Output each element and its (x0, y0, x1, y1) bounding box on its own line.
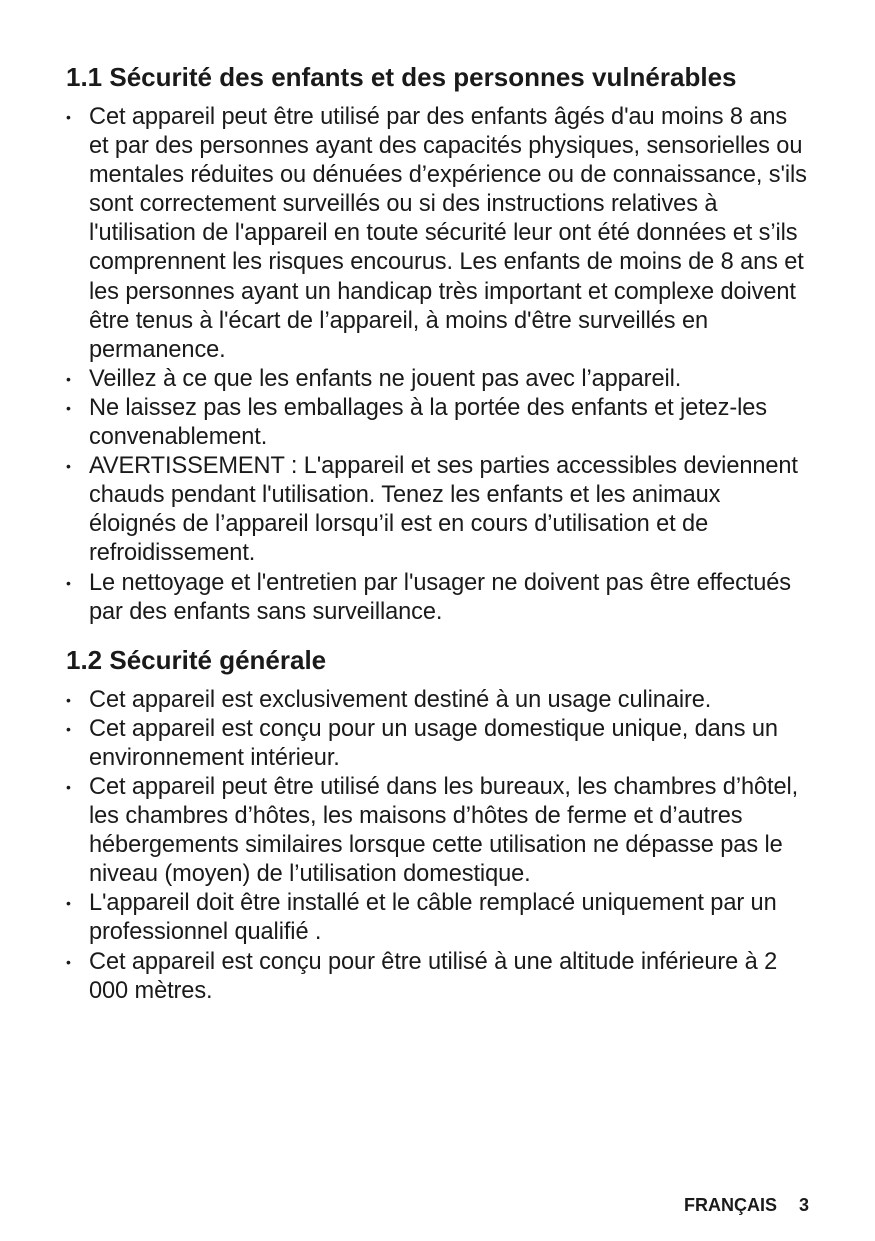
list-item-text: Cet appareil est conçu pour un usage domestique unique, dans un environnement intérieur. (89, 715, 778, 771)
list-item-text: Ne laissez pas les emballages à la portée des enfants et jetez-les convenablement. (89, 394, 767, 451)
list-item-text: Cet appareil peut être utilisé dans les bureaux, les chambres d’hôtel, les chambres d’hôtes, les maisons d’hôtes de ferme et d’autres hébergements similaires lorsque cette utilisation ne dépasse pas le niveau (moyen) de l’utilisation domestique. (89, 773, 799, 888)
list-item (66, 569, 811, 627)
list-item (66, 365, 811, 394)
footer-language: FRANÇAIS (683, 1195, 777, 1215)
section-title-general-safety: 1.2 Sécurité générale (66, 644, 327, 675)
list-item (66, 715, 811, 773)
bullet-icon: • (66, 370, 71, 387)
list-item-text: AVERTISSEMENT : L'appareil et ses parties accessibles deviennent chauds pendant l'utilisation. Tenez les enfants et les animaux éloignés de l’appareil lorsqu’il est en cours d’utilisation et de refroidissement. (89, 453, 798, 567)
list-item-text: Le nettoyage et l'entretien par l'usager ne doivent pas être effectués par des enfants sans surveillance. (89, 569, 791, 625)
list-item (66, 773, 811, 889)
bullet-icon: • (66, 399, 71, 416)
bullet-icon: • (66, 895, 71, 912)
page-number: 3 (798, 1195, 809, 1215)
bullet-icon: • (66, 778, 71, 795)
list-item (66, 394, 811, 452)
child-safety-list (66, 103, 811, 627)
list-item-text: Cet appareil peut être utilisé par des enfants âgés d'au moins 8 ans et par des personnes ayant des capacités physiques, sensorielles ou mentales réduites ou dénuées d’expérience ou de connaissance, s'ils sont correctement surveillés ou si des instructions relatives à l'utilisation de l'appareil en toute sécurité leur ont été données et s’ils comprennent les risques encourus. Les enfants de moins de 8 ans et les personnes ayant un handicap très important et complexe doivent être tenus à l'écart de l’appareil, à moins d'être surveillés en permanence. (89, 104, 807, 363)
list-item (66, 452, 811, 568)
bullet-icon: • (66, 458, 71, 475)
list-item-text: Veillez à ce que les enfants ne jouent pas avec l’appareil. (89, 365, 682, 392)
list-item (66, 889, 811, 947)
bullet-icon: • (66, 109, 71, 125)
list-item (66, 686, 811, 715)
list-item-text: Cet appareil est exclusivement destiné à un usage culinaire. (89, 686, 712, 713)
list-item-text: L'appareil doit être installé et le câble remplacé uniquement par un professionnel qualifié . (89, 890, 777, 946)
section-title-child-safety: 1.1 Sécurité des enfants et des personnes vulnérables (66, 62, 737, 92)
bullet-icon: • (66, 953, 71, 970)
list-item (66, 103, 811, 365)
bullet-icon: • (66, 691, 71, 708)
list-item-text: Cet appareil est conçu pour être utilisé à une altitude inférieure à 2 000 mètres. (89, 948, 778, 1004)
bullet-icon: • (66, 720, 71, 737)
page-footer (684, 1194, 809, 1216)
list-item (66, 948, 811, 1006)
general-safety-list (66, 686, 811, 1006)
document-page (66, 62, 811, 1006)
bullet-icon: • (66, 574, 71, 591)
